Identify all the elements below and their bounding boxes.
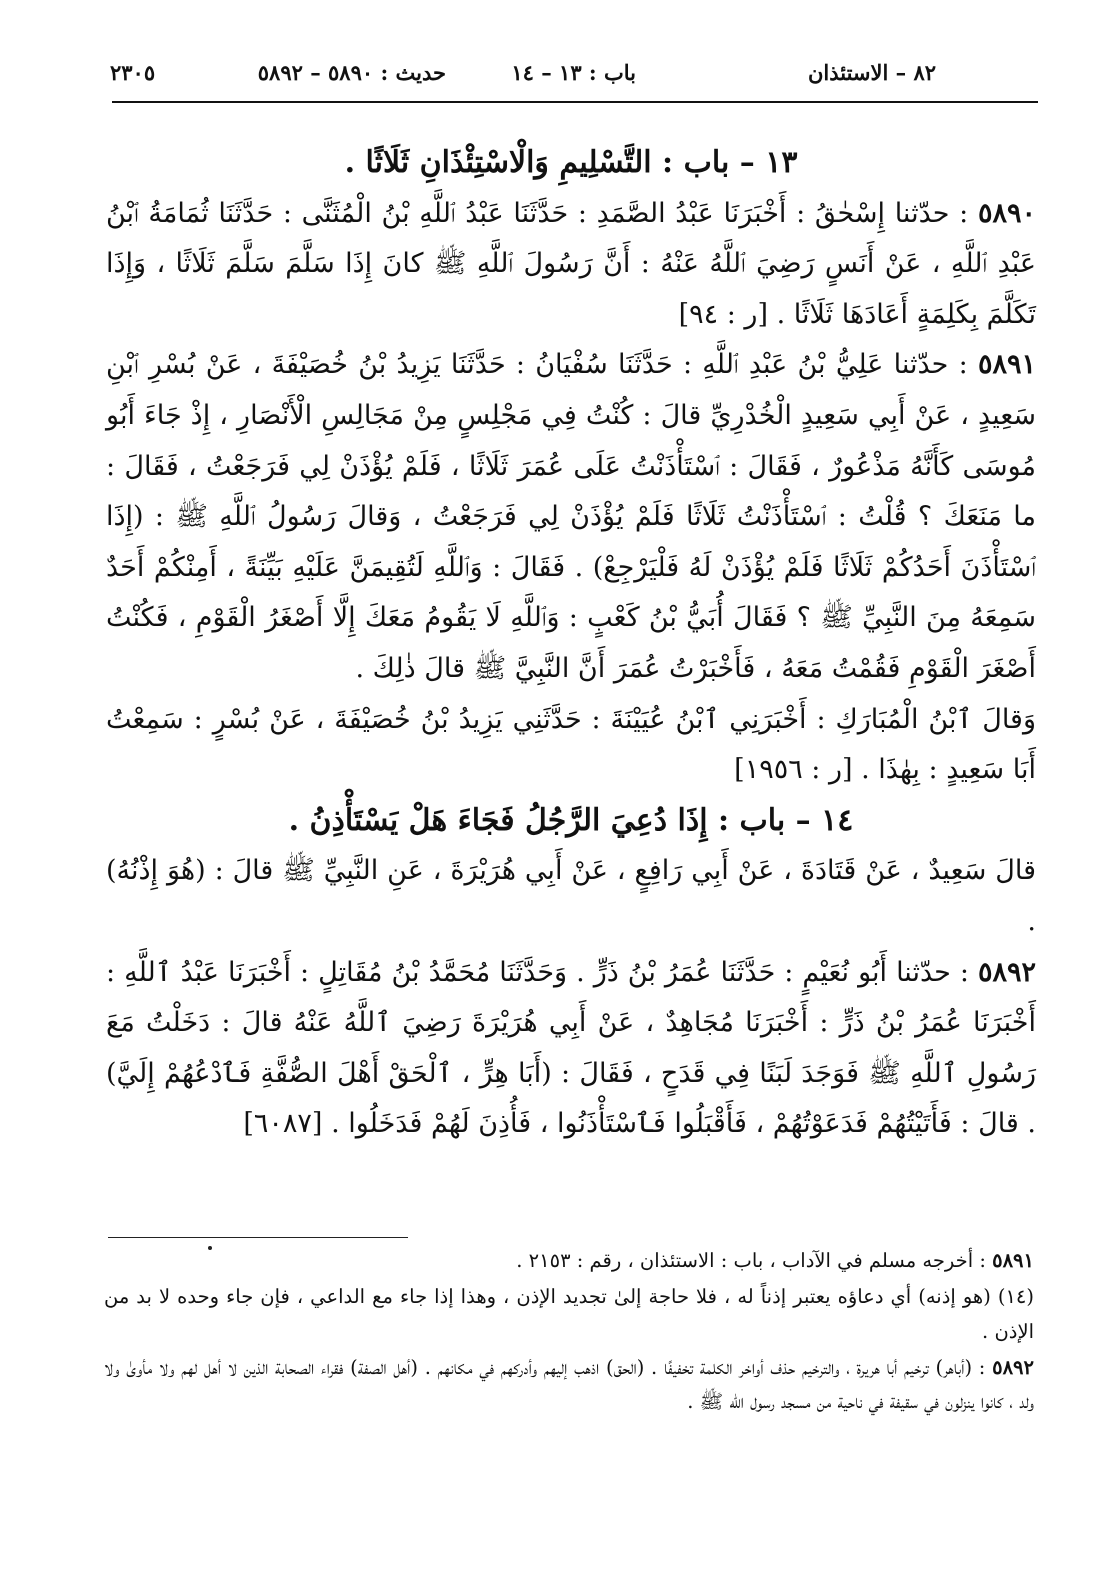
- header-hadith-range: حديث : ٥٨٩٠ – ٥٨٩٢: [257, 60, 446, 85]
- footnote-number: ٥٨٩١: [992, 1249, 1034, 1272]
- hadith-text: : حدّثنا إِسْحٰقُ : أَخْبَرَنَا عَبْدُ الصَّمَدِ : حَدَّثَنَا عَبْدُ ٱللَّهِ بْنُ الْمُثَنَّى : حَدَّثَنَا ثُمَامَةُ ٱبْنُ عَبْدِ ٱللَّهِ ، عَنْ أَنَسٍ رَضِيَ ٱللَّهُ عَنْهُ : أَنَّ رَسُولَ ٱللَّهِ ﷺ كانَ إِذَا سَلَّمَ سَلَّمَ ثَلَاثًا ، وَإِذَا تَكَلَّمَ بِكَلِمَةٍ أَعَادَهَا ثَلَاثًا .: [106, 197, 1036, 330]
- cross-reference: [ر : ٩٤]: [678, 298, 769, 330]
- cross-reference: [ر : ١٩٥٦]: [734, 754, 853, 786]
- footnotes: [104, 1244, 1034, 1421]
- hadith-text: : حدّثنا أَبُو نُعَيْمٍ : حَدَّثَنَا عُمَرُ بْنُ ذَرٍّ . وَحَدَّثَنَا مُحَمَّدُ بْنُ مُقَاتِلٍ : أَخْبَرَنَا عَبْدُ ٱللَّهِ : أَخْبَرَنَا عُمَرُ بْنُ ذَرٍّ : أَخْبَرَنَا مُجَاهِدٌ ، عَنْ أَبِي هُرَيْرَةَ رَضِيَ ٱللَّهُ عَنْهُ قالَ : دَخَلْتُ مَعَ رَسُولِ ٱللَّهِ ﷺ فَوَجَدَ لَبَنًا فِي قَدَحٍ ، فَقَالَ : (أَبَا هِرٍّ ، ٱلْحَقْ أَهْلَ الصُّفَّةِ فَٱدْعُهُمْ إِلَيَّ) . قالَ : فَأَتَيْتُهُمْ فَدَعَوْتُهُمْ ، فَأَقْبَلُوا فَٱسْتَأْذَنُوا ، فَأُذِنَ لَهُمْ فَدَخَلُوا .: [106, 956, 1036, 1140]
- cross-reference: [٦٠٨٧]: [243, 1108, 323, 1140]
- footnote-14: [104, 1280, 1034, 1349]
- footnote-number: ٥٨٩٢: [992, 1355, 1034, 1379]
- hadith-number: ٥٨٩٠: [977, 197, 1036, 229]
- header-divider: [112, 101, 1038, 103]
- hadith-5891-addendum: [106, 695, 1036, 796]
- footnote-text: (١٤) (هو إذنه) أي دعاؤه يعتبر إذناً له ، فلا حاجة إلىٰ تجديد الإذن ، وهذا إذا جاء مع الداعي ، فإن جاء وحده لا بد من الإذن .: [104, 1285, 1034, 1343]
- running-header: [110, 54, 936, 94]
- page-number: ٢٣٠٥: [110, 60, 156, 85]
- hadith-5890: [106, 189, 1036, 341]
- footnote-text: : (أباهر) ترخيم أبا هريرة ، والترخيم حذف أواخر الكلمة تخفيفًا . (الحق) اذهب إليهم وأدركهم في مكانهم . (أهل الصفة) فقراء الصحابة الذين لا أهل لهم ولا مأوىٰ ولا ولد ، كانوا ينزلون في سقيفة في ناحية من مسجد رسول الله ﷺ .: [104, 1355, 1034, 1414]
- chapter-14-title: ١٤ – باب : إِذَا دُعِيَ الرَّجُلُ فَجَاءَ هَلْ يَسْتَأْذِنُ .: [288, 802, 854, 838]
- hadith-number: ٥٨٩٢: [977, 956, 1036, 988]
- header-chapter: ٨٢ – الاستئذان: [807, 60, 936, 85]
- hadith-5891: [106, 340, 1036, 694]
- hadith-5892: [106, 948, 1036, 1150]
- footnote-text: : أخرجه مسلم في الآداب ، باب : الاستئذان ، رقم : ٢١٥٣ .: [516, 1249, 986, 1272]
- chapter-14-intro: قالَ سَعِيدٌ ، عَنْ قَتَادَةَ ، عَنْ أَبِي رَافِعٍ ، عَنْ أَبِي هُرَيْرَةَ ، عَنِ النَّبِيِّ ﷺ قالَ : (هُوَ إِذْنُهُ) .: [106, 855, 1036, 937]
- hadith-text: : حدّثنا عَلِيُّ بْنُ عَبْدِ ٱللَّهِ : حَدَّثَنَا سُفْيَانُ : حَدَّثَنَا يَزِيدُ بْنُ خُصَيْفَةَ ، عَنْ بُسْرِ ٱبْنِ سَعِيدٍ ، عَنْ أَبِي سَعِيدٍ الْخُدْرِيِّ قالَ : كُنْتُ فِي مَجْلِسٍ مِنْ مَجَالِسِ الْأَنْصَارِ ، إِذْ جَاءَ أَبُو مُوسَى كَأَنَّهُ مَذْعُورٌ ، فَقَالَ : ٱسْتَأْذَنْتُ عَلَى عُمَرَ ثَلَاثًا ، فَلَمْ يُؤْذَنْ لِي فَرَجَعْتُ ، فَقَالَ : ما مَنَعَكَ ؟ قُلْتُ : ٱسْتَأْذَنْتُ ثَلَاثًا فَلَمْ يُؤْذَنْ لِي فَرَجَعْتُ ، وَقالَ رَسُولُ ٱللَّهِ ﷺ : (إِذَا ٱسْتَأْذَنَ أَحَدُكُمْ ثَلَاثًا فَلَمْ يُؤْذَنْ لَهُ فَلْيَرْجِعْ) . فَقَالَ : وَٱللَّهِ لَتُقِيمَنَّ عَلَيْهِ بَيِّنَةً ، أَمِنْكُمْ أَحَدٌ سَمِعَهُ مِنَ النَّبِيِّ ﷺ ؟ فَقَالَ أُبَيُّ بْنُ كَعْبٍ : وَٱللَّهِ لَا يَقُومُ مَعَكَ إِلَّا أَصْغَرُ الْقَوْمِ ، فَكُنْتُ أَصْغَرَ الْقَوْمِ فَقُمْتُ مَعَهُ ، فَأَخْبَرْتُ عُمَرَ أَنَّ النَّبِيَّ ﷺ قالَ ذٰلِكَ .: [106, 349, 1036, 684]
- footnote-divider: [108, 1237, 408, 1238]
- footnote-5892: [104, 1351, 1034, 1420]
- footnote-5891: [104, 1244, 1034, 1278]
- header-bab: باب : ١٣ – ١٤: [511, 60, 636, 85]
- hadith-text: وَقالَ ٱبْنُ الْمُبَارَكِ : أَخْبَرَنِي ٱبْنُ عُيَيْنَةَ : حَدَّثَنِي يَزِيدُ بْنُ خُصَيْفَةَ ، عَنْ بُسْرٍ : سَمِعْتُ أَبَا سَعِيدٍ : بِهٰذَا .: [106, 703, 1036, 786]
- chapter-13-title: ١٣ – باب : التَّسْلِيمِ وَالْاسْتِئْذَانِ ثَلَاثًا .: [344, 145, 798, 180]
- main-text: [106, 138, 1036, 1150]
- hadith-number: ٥٨٩١: [977, 349, 1036, 381]
